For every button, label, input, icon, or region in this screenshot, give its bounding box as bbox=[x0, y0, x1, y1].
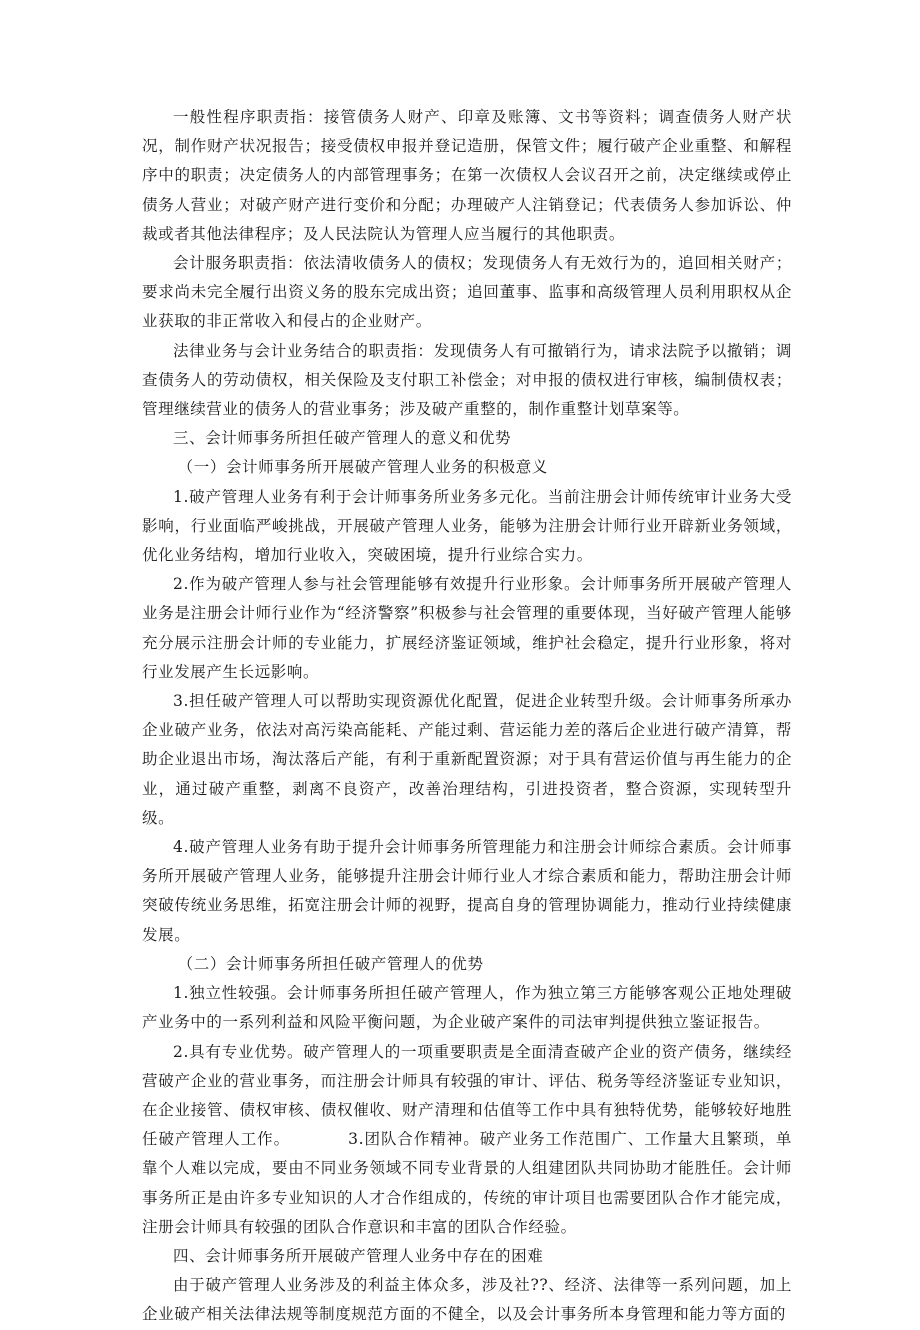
paragraph-legal-accounting-duties: 法律业务与会计业务结合的职责指：发现债务人有可撤销行为，请求法院予以撤销；调查债务人的劳动债权，相关保险及支付职工补偿金；对申报的债权进行审核，编制债权表；管理继续营业的债务人的营业事务；涉及破产重整的，制作重整计划草案等。 bbox=[142, 341, 792, 419]
subsection-heading-3-1: （一）会计师事务所开展破产管理人业务的积极意义 bbox=[177, 458, 548, 477]
document-body bbox=[142, 103, 792, 1330]
subsection-heading-3-2: （二）会计师事务所担任破产管理人的优势 bbox=[177, 954, 484, 973]
section-heading-3: 三、会计师事务所担任破产管理人的意义和优势 bbox=[173, 429, 512, 448]
paragraph-advantage-2-3: 2.具有专业优势。破产管理人的一项重要职责是全面清查破产企业的资产债务，继续经营破产企业的营业事务，而注册会计师具有较强的审计、评估、税务等经济鉴证专业知识，在企业接管、债权审核、债权催收、财产清理和估值等工作中具有独特优势，能够较好地胜任破产管理人工作。 3.团队合作精神。破产业务工作范围广、工作量大且繁琐，单靠个人难以完成，要由不同业务领域不同专业背景的人组建团队共同协助才能胜任。会计师事务所正是由许多专业知识的人才合作组成的，传统的审计项目也需要团队合作才能完成，注册会计师具有较强的团队合作意识和丰富的团队合作经验。 bbox=[142, 1042, 792, 1236]
paragraph-accounting-duties: 会计服务职责指：依法清收债务人的债权；发现债务人有无效行为的，追回相关财产；要求尚未完全履行出资义务的股东完成出资；追回董事、监事和高级管理人员利用职权从企业获取的非正常收入和侵占的企业财产。 bbox=[142, 254, 792, 331]
paragraph-meaning-1: 1.破产管理人业务有利于会计师事务所业务多元化。当前注册会计师传统审计业务大受影响，行业面临严峻挑战，开展破产管理人业务，能够为注册会计师行业开辟新业务领域，优化业务结构，增加行业收入，突破困境，提升行业综合实力。 bbox=[142, 487, 792, 565]
paragraph-meaning-3: 3.担任破产管理人可以帮助实现资源优化配置，促进企业转型升级。会计师事务所承办企业破产业务，依法对高污染高能耗、产能过剩、营运能力差的落后企业进行破产清算，帮助企业退出市场，淘汰落后产能，有利于重新配置资源；对于具有营运价值与再生能力的企业，通过破产重整，剥离不良资产，改善治理结构，引进投资者，整合资源，实现转型升级。 bbox=[142, 692, 792, 827]
paragraph-meaning-4: 4.破产管理人业务有助于提升会计师事务所管理能力和注册会计师综合素质。会计师事务所开展破产管理人业务，能够提升注册会计师行业人才综合素质和能力，帮助注册会计师突破传统业务思维，拓宽注册会计师的视野，提高自身的管理协调能力，推动行业持续健康发展。 bbox=[142, 838, 792, 944]
paragraph-meaning-2: 2.作为破产管理人参与社会管理能够有效提升行业形象。会计师事务所开展破产管理人业务是注册会计师行业作为“经济警察”积极参与社会管理的重要体现，当好破产管理人能够充分展示注册会计师的专业能力，扩展经济鉴证领域，维护社会稳定，提升行业形象，将对行业发展产生长远影响。 bbox=[142, 575, 792, 681]
paragraph-general-duties: 一般性程序职责指：接管债务人财产、印章及账簿、文书等资料；调查债务人财产状况，制作财产状况报告；接受债权申报并登记造册，保管文件；履行破产企业重整、和解程序中的职责；决定债务人的内部管理事务；在第一次债权人会议召开之前，决定继续或停止债务人营业；对破产财产进行变价和分配；办理破产人注销登记；代表债务人参加诉讼、仲裁或者其他法律程序；及人民法院认为管理人应当履行的其他职责。 bbox=[142, 108, 792, 243]
paragraph-advantage-1: 1.独立性较强。会计师事务所担任破产管理人，作为独立第三方能够客观公正地处理破产业务中的一系列利益和风险平衡问题，为企业破产案件的司法审判提供独立鉴证报告。 bbox=[142, 984, 792, 1032]
paragraph-difficulties-intro: 由于破产管理人业务涉及的利益主体众多，涉及社??、经济、法律等一系列问题，加上企业破产相关法律法规等制度规范方面的不健全，以及会计事务所本身管理和能力等方面的 bbox=[142, 1276, 792, 1324]
section-heading-4: 四、会计师事务所开展破产管理人业务中存在的困难 bbox=[173, 1246, 544, 1265]
